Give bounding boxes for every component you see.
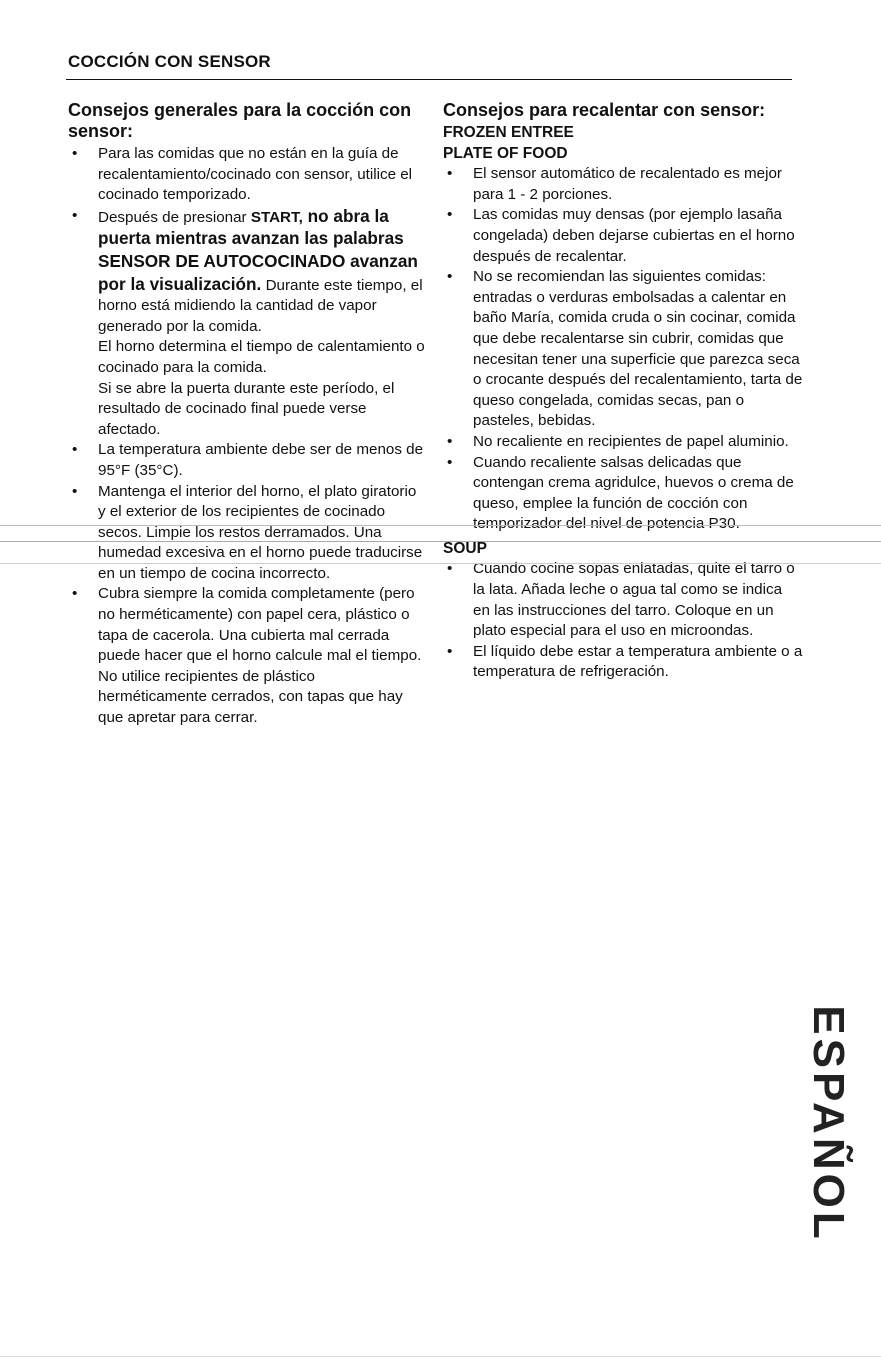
list-item: [68, 482, 428, 585]
left-column-title: Consejos generales para la cocción con sensor:: [68, 100, 412, 141]
language-side-tab: [798, 1005, 858, 1243]
section-heading-frozen-entree: FROZEN ENTREE: [443, 124, 574, 141]
scan-artifact-line: [0, 525, 881, 526]
list-item: [68, 206, 428, 441]
bullet-text: La temperatura ambiente debe ser de menos de 95°F (35°C).: [98, 441, 424, 479]
list-item: [443, 559, 803, 641]
bullet-text: Las comidas muy densas (por ejemplo lasaña congelada) deben dejarse cubiertas en el horno después de recalentar.: [473, 206, 795, 265]
bullet-text: Durante este tiempo, el horno está midiendo la cantidad de vapor generado por la comida.: [98, 276, 423, 335]
list-item: [443, 164, 803, 205]
bullet-text: Cubra siempre la comida completamente (pero no herméticamente) con papel cera, plástico o tapa de cacerola. Una cubierta mal cerrada puede hacer que el horno calcule mal el tiempo. No utilice recipientes de plástico herméticamente cerrados, con tapas que hay que apretar para cerrar.: [98, 585, 422, 727]
bullet-text: Después de presionar: [98, 208, 251, 226]
start-keyword: START,: [250, 208, 303, 226]
page-title: COCCIÓN CON SENSOR: [68, 52, 271, 71]
bullet-text: Cuando recaliente salsas delicadas que contengan crema agridulce, huevos o crema de queso, emplee la función de cocción con temporizador del nivel de potencia P30.: [473, 453, 794, 533]
list-item: [443, 453, 803, 535]
bullet-paragraph: El horno determina el tiempo de calentamiento o cocinado para la comida.: [98, 338, 425, 376]
bullet-text: No recaliente en recipientes de papel aluminio.: [473, 432, 789, 450]
bullet-text: Cuando cocine sopas enlatadas, quite el tarro o la lata. Añada leche o agua tal como se indica en las instrucciones del tarro. Coloque en un plato especial para el uso en microondas.: [473, 560, 795, 640]
bullet-text: Mantenga el interior del horno, el plato giratorio y el exterior de los recipientes de cocinado secos. Limpie los restos derramados. Una humedad excesiva en el horno puede traducirse en un tiempo de cocina incorrecto.: [98, 482, 423, 582]
right-bullet-list-1: [443, 164, 803, 535]
bottom-edge-line: [0, 1356, 881, 1357]
bullet-paragraph: Si se abre la puerta durante este período, el resultado de cocinado final puede verse afectado.: [98, 379, 395, 438]
list-item: [443, 267, 803, 432]
bullet-emphasis: no abra la puerta mientras avanzan las palabras SENSOR DE AUTOCOCINADO avanzan por la visualización.: [98, 205, 418, 294]
bullet-text: Para las comidas que no están en la guía de recalentamiento/cocinado con sensor, utilice el cocinado temporizado.: [98, 145, 413, 204]
section-heading-soup: SOUP: [443, 539, 487, 557]
bullet-text: El líquido debe estar a temperatura ambiente o a temperatura de refrigeración.: [473, 642, 803, 681]
scan-artifact-line: [0, 563, 881, 564]
list-item: [443, 432, 803, 453]
header-rule: [66, 79, 792, 80]
list-item: [443, 205, 803, 267]
left-bullet-list: [68, 144, 428, 729]
list-item: [68, 584, 428, 728]
scan-artifact-line: [0, 541, 881, 542]
language-label: ESPAÑOL: [804, 1005, 853, 1243]
right-bullet-list-2: [443, 559, 803, 683]
list-item: [68, 440, 428, 481]
left-column: [68, 100, 428, 729]
list-item: [68, 144, 428, 206]
bullet-text: El sensor automático de recalentado es mejor para 1 - 2 porciones.: [473, 165, 782, 203]
right-column-title: Consejos para recalentar con sensor:: [443, 100, 766, 120]
list-item: [443, 642, 803, 683]
section-heading-plate-of-food: PLATE OF FOOD: [443, 144, 568, 162]
right-column: [443, 100, 803, 683]
bullet-text: No se recomiendan las siguientes comidas: entradas o verduras embolsadas a calentar en baño María, comida cruda o sin cocinar, comida que debe recalentarse sin cubrir, comidas que necesitan tener una superficie que parezca seca o crocante después del recalentamiento, tarta de queso congelada, comidas secas, pan o pasteles, bebidas.: [473, 268, 803, 430]
